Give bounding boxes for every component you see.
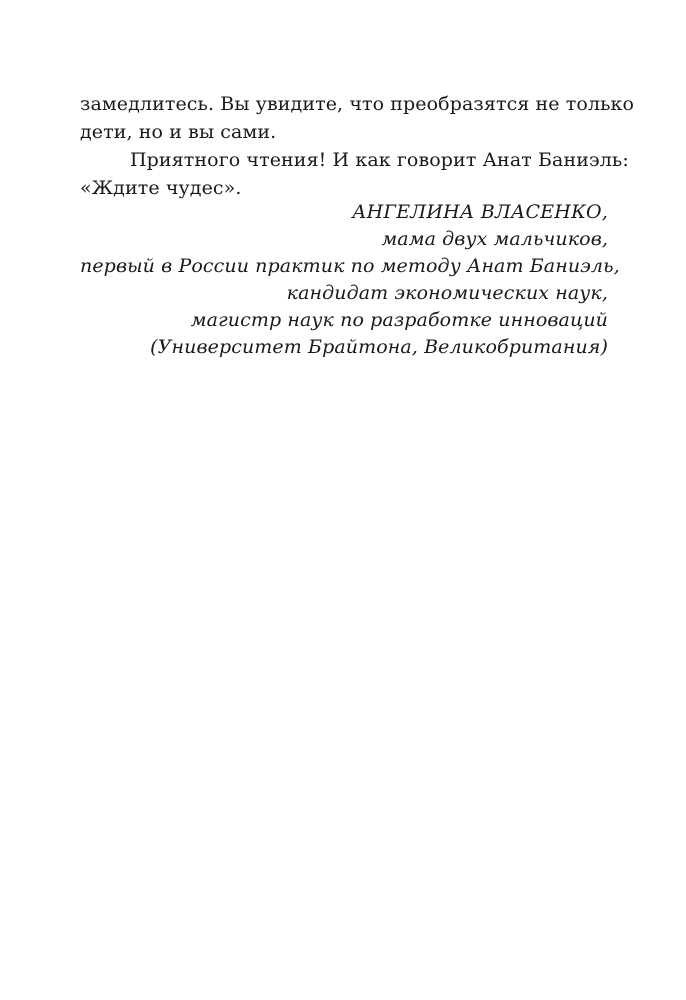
paragraph-line: Приятного чтения! И как говорит Анат Баниэль: [130, 149, 629, 171]
paragraph-line: «Ждите чудес». [80, 177, 242, 199]
author-credential: мама двух мальчиков, [381, 228, 608, 250]
author-signature [80, 199, 620, 361]
author-credential: кандидат экономических наук, [286, 282, 608, 304]
paragraph-line: дети, но и вы сами. [80, 121, 277, 143]
author-credential: (Университет Брайтона, Великобритания) [150, 336, 608, 358]
author-credential: магистр наук по разработке инноваций [190, 309, 608, 331]
author-name: АНГЕЛИНА ВЛАСЕНКО, [352, 201, 608, 223]
author-credential: первый в России практик по методу Анат Баниэль, [80, 255, 620, 277]
paragraph-line: замедлитесь. Вы увидите, что преобразятся не только [80, 93, 635, 115]
body-text [80, 90, 635, 202]
